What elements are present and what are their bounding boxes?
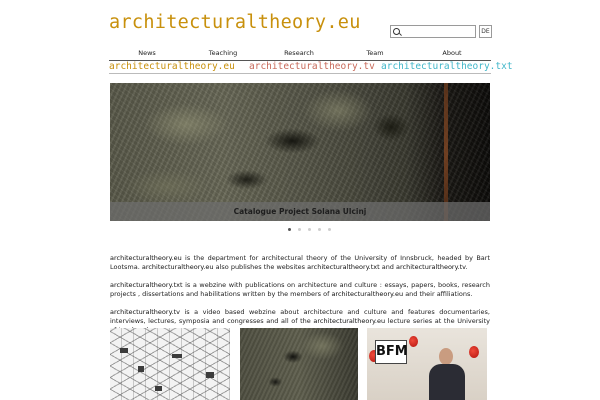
nav-item-teaching[interactable]: Teaching xyxy=(208,49,238,57)
slide-dot[interactable] xyxy=(328,228,331,231)
header-divider xyxy=(109,73,491,74)
thumbnail-video-interview[interactable] xyxy=(367,328,487,400)
search-icon xyxy=(393,28,400,35)
thumbnail-isometric-drawing[interactable] xyxy=(110,328,230,400)
slide-dot[interactable] xyxy=(298,228,301,231)
person-figure xyxy=(429,348,465,400)
site-link-tv[interactable]: architecturaltheory.tv xyxy=(249,61,375,72)
brand-link[interactable]: architecturaltheory.eu xyxy=(331,290,404,298)
site-link-eu[interactable]: architecturaltheory.eu xyxy=(109,61,235,72)
brand-link[interactable]: architecturaltheory.txt xyxy=(307,263,380,271)
slide-dot[interactable] xyxy=(288,228,291,231)
site-link-txt[interactable]: architecturaltheory.txt xyxy=(381,61,513,72)
nav-item-about[interactable]: About xyxy=(442,49,462,57)
brand-link[interactable]: architecturaltheory.eu xyxy=(313,317,386,325)
drawing-detail xyxy=(206,372,214,378)
lantern-decoration xyxy=(469,346,479,358)
person-body xyxy=(429,364,465,400)
language-switch-button[interactable]: DE xyxy=(479,25,492,38)
intro-paragraph-txt: architecturaltheory.txt is a webzine with publications on architecture and culture : essays, papers, books, research projects , dissertations and habilitations written by the members of architecturaltheory.eu and their affiliations. xyxy=(110,281,490,298)
drawing-detail xyxy=(120,348,128,353)
slide-caption[interactable]: Catalogue Project Solana Ulcinj xyxy=(110,202,490,221)
nav-item-team[interactable]: Team xyxy=(366,49,384,57)
person-head xyxy=(439,348,453,365)
thumbnail-sign: BFM xyxy=(375,340,407,364)
intro-paragraph-tv: architecturaltheory.tv is a video based webzine about architecture and culture and features documentaries, interviews, lectures, symposia and congresses and all of the architecturaltheory.eu lecture series at the University xyxy=(110,308,490,325)
lantern-decoration xyxy=(409,336,418,347)
featured-slideshow[interactable] xyxy=(110,83,490,221)
search-input[interactable] xyxy=(401,26,473,37)
slide-pager xyxy=(288,228,333,232)
main-nav xyxy=(109,47,491,61)
brand-link[interactable]: architecturaltheory.eu xyxy=(141,263,214,271)
intro-paragraph-eu: architecturaltheory.eu is the department for architectural theory of the University of Innsbruck, headed by Bart Lootsma. architecturaltheory.eu also publishes the websites architecturaltheory.txt and architecturaltheory.tv. xyxy=(110,254,490,271)
drawing-detail xyxy=(172,354,182,358)
nav-item-research[interactable]: Research xyxy=(284,49,314,57)
brand-link[interactable]: architecturaltheory.tv xyxy=(396,263,466,271)
site-logo[interactable]: architecturaltheory.eu xyxy=(109,12,361,33)
drawing-detail xyxy=(138,366,144,372)
brand-link[interactable]: architecturaltheory.tv xyxy=(110,308,180,316)
brand-link[interactable]: architecturaltheory.txt xyxy=(110,281,183,289)
thumbnail-rock-texture[interactable] xyxy=(240,328,358,400)
nav-item-news[interactable]: News xyxy=(138,49,156,57)
slide-dot[interactable] xyxy=(318,228,321,231)
brand-link[interactable]: architecturaltheory.eu xyxy=(110,254,182,262)
slide-image-detail xyxy=(444,83,448,221)
slide-dot[interactable] xyxy=(308,228,311,231)
search-box[interactable] xyxy=(390,25,476,38)
drawing-detail xyxy=(155,386,162,391)
